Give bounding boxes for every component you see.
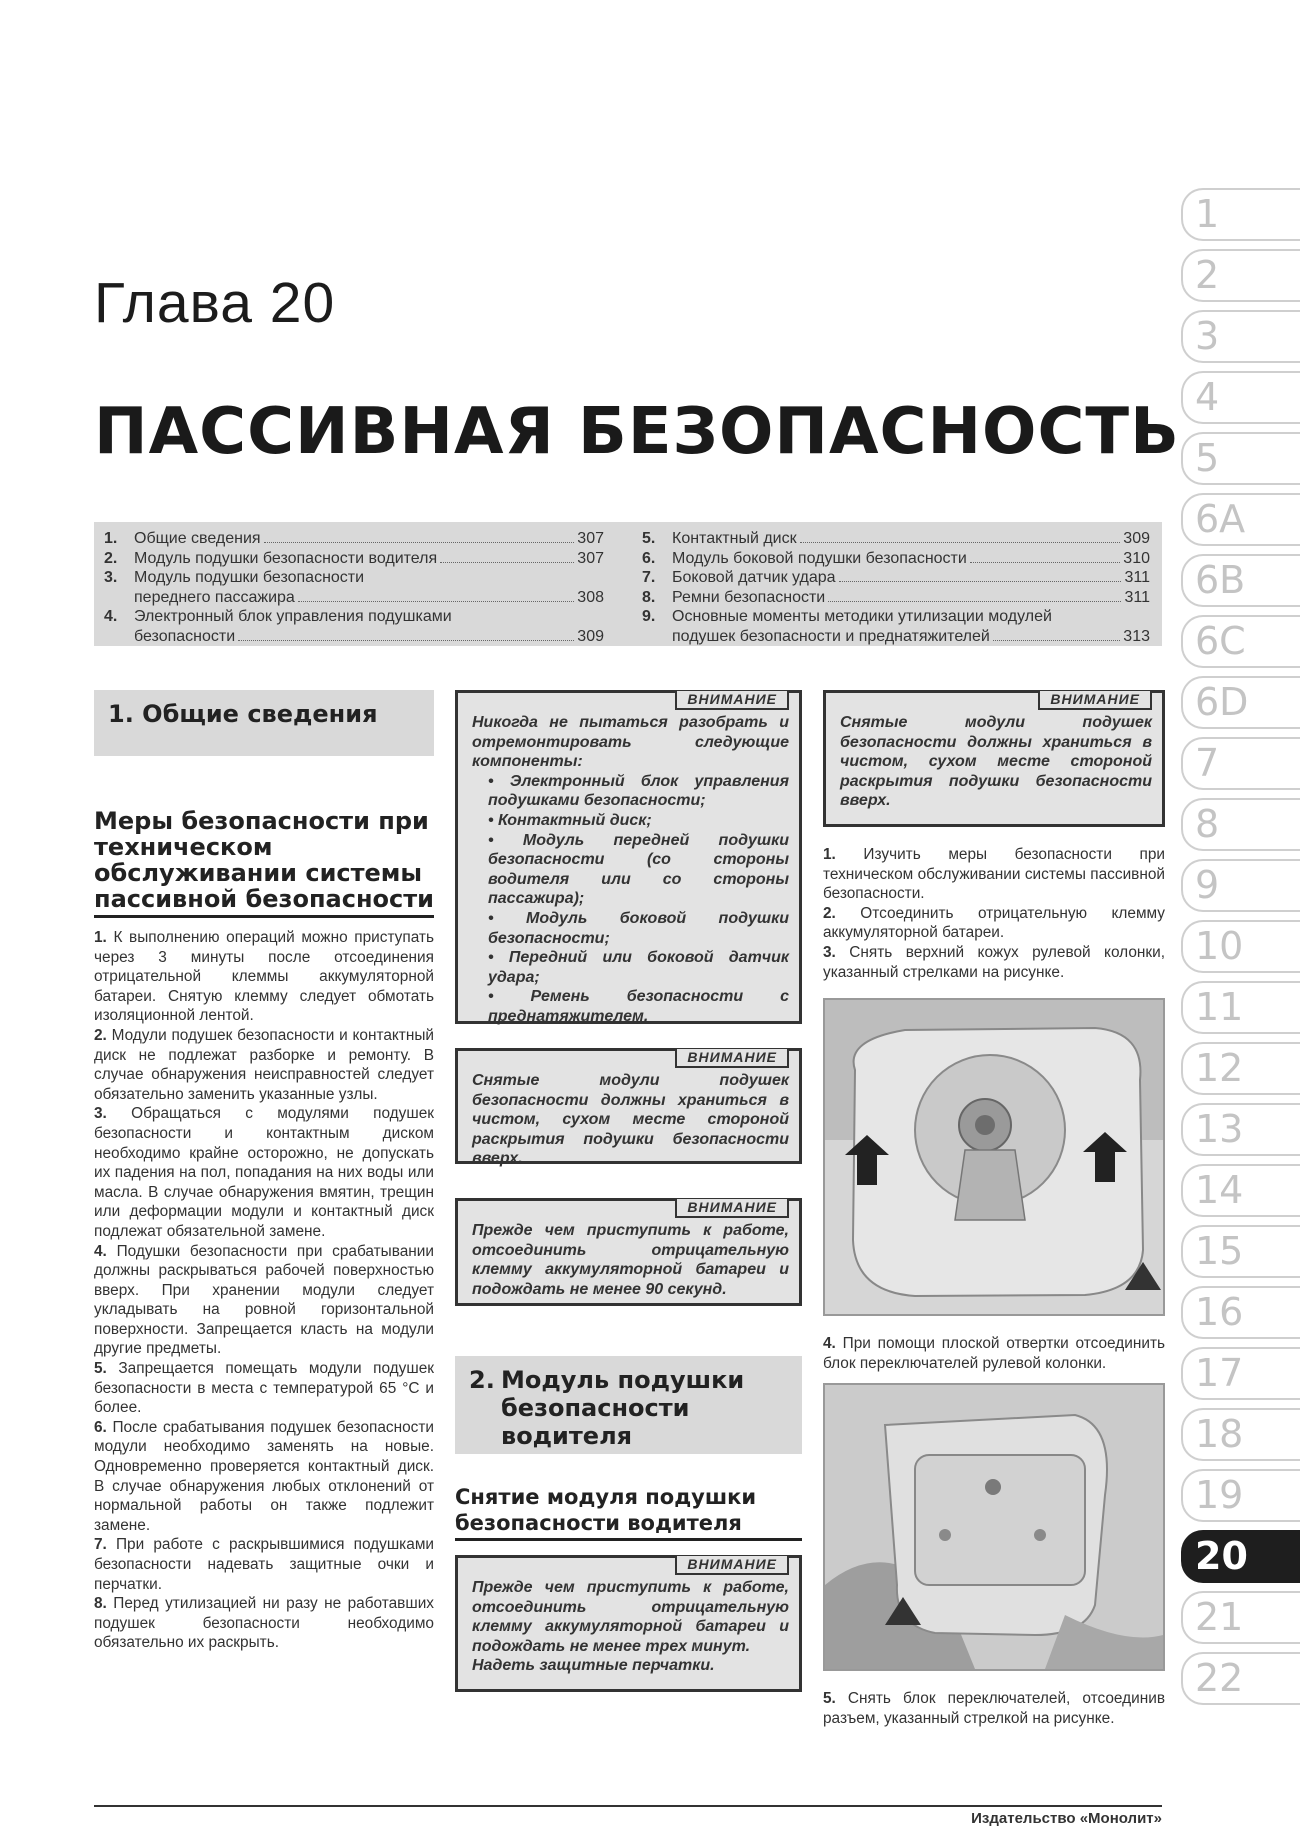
chapter-tab-10[interactable]: 10	[1181, 920, 1300, 973]
toc-entry-label: Боковой датчик удара	[672, 569, 836, 586]
toc-entry-line	[134, 588, 604, 608]
warning-1-item: • Передний или боковой датчик удара;	[488, 949, 789, 986]
chapter-tab-9[interactable]: 9	[1181, 859, 1300, 912]
paragraph-text: При работе с раскрывшимися подушками безопасности надевать защитные очки и перчатки.	[94, 1536, 434, 1593]
chapter-label: Глава 20	[94, 271, 336, 335]
step-text: Снять блок переключателей, отсоединив разъем, указанный стрелкой на рисунке.	[823, 1690, 1165, 1727]
paragraph-text: Модули подушек безопасности и контактный диск не подлежат разборке и ремонту. В случае обнаружения неисправностей следует обязательно заменить указанные узлы.	[94, 1026, 434, 1103]
chapter-tab-22[interactable]: 22	[1181, 1652, 1300, 1705]
step-5	[823, 1689, 1165, 1728]
toc-entry-number: 1.	[104, 530, 118, 547]
paragraph-text: Подушки безопасности при срабатывании должны раскрываться рабочей поверхностью вверх. При хранении модули следует укладывать на ровной горизонтальной поверхности. Запрещается класть на модули другие предметы.	[94, 1242, 434, 1358]
toc-entry-line	[672, 549, 1150, 569]
step-text: Снять верхний кожух рулевой колонки, указанный стрелками на рисунке.	[823, 943, 1165, 981]
chapter-tab-5[interactable]: 5	[1181, 432, 1300, 485]
warning-box-col3	[823, 690, 1165, 827]
step-number: 3.	[823, 943, 836, 961]
steps-1-3	[823, 845, 1165, 982]
step-number: 1.	[823, 846, 836, 863]
chapter-tab-6d[interactable]: 6D	[1181, 676, 1300, 729]
warning-badge: ВНИМАНИЕ	[675, 691, 789, 710]
step-number: 5.	[823, 1690, 836, 1708]
toc-page-number: 311	[1124, 588, 1150, 606]
toc-leader-dots	[839, 581, 1122, 582]
chapter-tab-21[interactable]: 21	[1181, 1591, 1300, 1644]
safety-measures-heading: Меры безопасности при техническом обслуживании системы пассивной безопасности	[94, 808, 434, 918]
warning-box-3	[455, 1198, 802, 1306]
chapter-tab-1[interactable]: 1	[1181, 188, 1300, 241]
warning-1-item: • Модуль передней подушки безопасности (со стороны водителя или со стороны пассажира);	[488, 831, 789, 908]
toc-page-number: 311	[1124, 569, 1150, 586]
toc-entry	[104, 549, 604, 569]
toc-entry-label: Электронный блок управления подушками	[134, 608, 452, 625]
toc-leader-dots	[238, 640, 574, 641]
paragraph-number: 1.	[94, 929, 107, 946]
toc-entry-label: безопасности	[134, 627, 236, 645]
procedure-step	[823, 1334, 1165, 1373]
warning-badge: ВНИМАНИЕ	[1038, 691, 1152, 710]
toc-entry	[104, 529, 604, 549]
toc-page-number: 308	[577, 588, 604, 606]
chapter-tab-19[interactable]: 19	[1181, 1469, 1300, 1522]
toc-entry-line	[134, 568, 604, 588]
warning-box-2	[455, 1048, 802, 1168]
warning-box-4	[455, 1555, 802, 1692]
toc-entry-text	[134, 607, 604, 646]
safety-paragraph	[94, 1359, 434, 1418]
toc-entry-number: 4.	[104, 608, 118, 625]
toc-entry-number: 8.	[642, 588, 656, 606]
step-text: Отсоединить отрицательную клемму аккумуляторной батареи.	[823, 904, 1165, 942]
safety-paragraph	[94, 1104, 434, 1241]
toc-right-column	[642, 529, 1150, 646]
step-4	[823, 1334, 1165, 1373]
toc-entry-number: 5.	[642, 530, 656, 547]
safety-paragraph	[94, 1242, 434, 1360]
publisher-footer: Издательство «Монолит»	[971, 1810, 1162, 1827]
section-2-header	[455, 1356, 802, 1454]
toc-entry-text	[672, 588, 1150, 608]
step-text: Изучить меры безопасности при техническом обслуживании системы пассивной безопасности.	[823, 846, 1166, 903]
procedure-step	[823, 1689, 1165, 1728]
toc-entry	[104, 607, 604, 646]
chapter-tab-6c[interactable]: 6C	[1181, 615, 1300, 668]
toc-page-number: 309	[577, 627, 604, 645]
warning-4-extra: Надеть защитные перчатки.	[472, 1657, 715, 1675]
warning-2-text: Снятые модули подушек безопасности должны храниться в чистом, сухом месте стороной раскрытия подушки безопасности вверх.	[472, 1072, 789, 1168]
chapter-tab-13[interactable]: 13	[1181, 1103, 1300, 1156]
paragraph-number: 2.	[94, 1026, 107, 1044]
chapter-tab-6a[interactable]: 6A	[1181, 493, 1300, 546]
chapter-title: ПАССИВНАЯ БЕЗОПАСНОСТЬ	[94, 395, 1180, 469]
toc-entry-label: Контактный диск	[672, 530, 797, 547]
toc-entry	[642, 588, 1150, 608]
procedure-step	[823, 845, 1165, 904]
chapter-tab-11[interactable]: 11	[1181, 981, 1300, 1034]
chapter-tab-16[interactable]: 16	[1181, 1286, 1300, 1339]
paragraph-text: Перед утилизацией ни разу не работавших подушек безопасности необходимо обязательно их раскрыть.	[94, 1595, 434, 1652]
toc-leader-dots	[828, 601, 1121, 602]
chapter-tab-4[interactable]: 4	[1181, 371, 1300, 424]
toc-entry-label: Общие сведения	[134, 530, 261, 547]
column-1	[94, 690, 434, 1653]
warning-1-item: • Ремень безопасности с преднатяжителем.	[488, 988, 789, 1025]
toc-entry-line	[134, 607, 604, 627]
steering-column-photo	[823, 998, 1165, 1316]
step-number: 2.	[823, 904, 836, 922]
toc-entry-number: 2.	[104, 549, 118, 567]
toc-entry	[642, 607, 1150, 646]
warning-1-item: • Модуль боковой подушки безопасности;	[488, 909, 789, 947]
switch-block-photo	[823, 1383, 1165, 1671]
toc-entry-text	[672, 568, 1150, 588]
section-2-number: 2.	[469, 1366, 495, 1394]
safety-paragraph	[94, 928, 434, 1026]
toc-leader-dots	[800, 542, 1121, 543]
section-2-title: Модуль подушки безопасности водителя	[501, 1366, 745, 1450]
safety-paragraph	[94, 1594, 434, 1653]
paragraph-number: 6.	[94, 1418, 107, 1436]
chapter-tab-15[interactable]: 15	[1181, 1225, 1300, 1278]
toc-entry-text	[134, 529, 604, 549]
paragraph-text: К выполнению операций можно приступать через 3 минуты после отсоединения отрицательной клеммы аккумуляторной батареи. Снятую клемму следует обмотать изоляционной лентой.	[94, 929, 435, 1025]
toc-leader-dots	[440, 562, 574, 563]
toc-entry-number: 9.	[642, 608, 656, 625]
warning-4-text: Прежде чем приступить к работе, отсоединить отрицательную клемму аккумуляторной батареи и подождать не менее трех минут.	[472, 1579, 789, 1655]
toc-entry	[104, 568, 604, 607]
toc-page-number: 307	[577, 549, 604, 567]
table-of-contents	[94, 522, 1162, 646]
toc-leader-dots	[993, 640, 1120, 641]
chapter-tab-14[interactable]: 14	[1181, 1164, 1300, 1217]
chapter-tab-18[interactable]: 18	[1181, 1408, 1300, 1461]
toc-entry-line	[134, 529, 604, 549]
safety-paragraph	[94, 1535, 434, 1594]
toc-entry-text	[134, 568, 604, 607]
warning-1-intro: Никогда не пытаться разобрать и отремонтировать следующие компоненты:	[472, 714, 789, 771]
safety-paragraph	[94, 1418, 434, 1536]
warning-1-item: • Контактный диск;	[488, 811, 652, 829]
footer-rule	[94, 1805, 1162, 1807]
toc-page-number: 307	[577, 530, 604, 547]
toc-entry-number: 7.	[642, 569, 656, 586]
toc-left-column	[104, 529, 604, 646]
warning-badge: ВНИМАНИЕ	[675, 1199, 789, 1218]
toc-leader-dots	[298, 601, 574, 602]
toc-entry-number: 6.	[642, 549, 656, 567]
chapter-tab-6b[interactable]: 6B	[1181, 554, 1300, 607]
paragraph-number: 8.	[94, 1595, 107, 1613]
toc-entry-label: Модуль боковой подушки безопасности	[672, 549, 967, 567]
toc-leader-dots	[970, 562, 1120, 563]
chapter-tab-17[interactable]: 17	[1181, 1347, 1300, 1400]
chapter-tab-20[interactable]: 20	[1181, 1530, 1300, 1583]
step-number: 4.	[823, 1335, 836, 1353]
driver-airbag-removal-heading: Снятие модуля подушки безопасности водителя	[455, 1484, 802, 1541]
chapter-tabs	[1181, 188, 1300, 1713]
toc-entry-label: Ремни безопасности	[672, 588, 826, 606]
toc-entry-text	[134, 549, 604, 569]
toc-entry-line	[672, 568, 1150, 588]
toc-page-number: 309	[1123, 530, 1150, 547]
paragraph-number: 4.	[94, 1242, 107, 1260]
toc-entry-line	[134, 627, 604, 647]
paragraph-number: 7.	[94, 1536, 107, 1554]
paragraph-text: После срабатывания подушек безопасности модули необходимо заменять на новые. Одновременно проверяется контактный диск. В случае обнаружения любых отклонений от нормальной работы он также подлежит замене.	[94, 1418, 434, 1534]
chapter-tab-12[interactable]: 12	[1181, 1042, 1300, 1095]
toc-page-number: 313	[1123, 627, 1150, 645]
toc-entry-label: Модуль подушки безопасности	[134, 569, 365, 586]
safety-paragraph	[94, 1026, 434, 1104]
chapter-tab-3[interactable]: 3	[1181, 310, 1300, 363]
toc-entry-line	[672, 529, 1150, 549]
switch-block-illustration	[825, 1385, 1163, 1669]
toc-entry	[642, 549, 1150, 569]
chapter-tab-7[interactable]: 7	[1181, 737, 1300, 790]
toc-entry-text	[672, 529, 1150, 549]
toc-entry-number: 3.	[104, 569, 118, 586]
procedure-step	[823, 943, 1165, 982]
toc-entry	[642, 568, 1150, 588]
safety-paragraphs	[94, 928, 434, 1653]
warning-badge: ВНИМАНИЕ	[675, 1556, 789, 1575]
column-2	[455, 690, 802, 1692]
warning-badge: ВНИМАНИЕ	[675, 1049, 789, 1068]
paragraph-number: 5.	[94, 1360, 107, 1378]
toc-entry-line	[672, 607, 1150, 627]
toc-entry-label: Основные моменты методики утилизации модулей	[672, 608, 1052, 625]
toc-page-number: 310	[1123, 549, 1150, 567]
toc-entry-label: переднего пассажира	[134, 588, 295, 606]
column-3	[823, 690, 1165, 1729]
steering-column-illustration	[825, 1000, 1163, 1314]
toc-entry-label: Модуль подушки безопасности водителя	[134, 549, 438, 567]
paragraph-number: 3.	[94, 1105, 107, 1123]
warning-box-1	[455, 690, 802, 1024]
toc-entry-text	[672, 549, 1150, 569]
toc-entry-label: подушек безопасности и преднатяжителей	[672, 627, 990, 645]
toc-leader-dots	[264, 542, 575, 543]
warning-1-item: • Электронный блок управления подушками безопасности;	[488, 772, 789, 810]
paragraph-text: Обращаться с модулями подушек безопасности и контактным диском необходимо крайне осторожно, не допускать их падения на пол, попадания на них воды или масла. В случае обнаружения вмятин, трещин или деформации модули и контактный диск подлежат обязательной замене.	[94, 1105, 434, 1240]
procedure-step	[823, 904, 1165, 943]
toc-entry-line	[672, 627, 1150, 647]
section-1-header: 1. Общие сведения	[94, 690, 434, 756]
toc-entry-line	[134, 549, 604, 569]
warning-col3-text: Снятые модули подушек безопасности должны храниться в чистом, сухом месте стороной раскрытия подушки безопасности вверх.	[840, 714, 1152, 810]
chapter-tab-2[interactable]: 2	[1181, 249, 1300, 302]
toc-entry-line	[672, 588, 1150, 608]
chapter-tab-8[interactable]: 8	[1181, 798, 1300, 851]
step-text: При помощи плоской отвертки отсоединить блок переключателей рулевой колонки.	[823, 1335, 1166, 1372]
toc-entry	[642, 529, 1150, 549]
warning-3-text: Прежде чем приступить к работе, отсоединить отрицательную клемму аккумуляторной батареи и подождать не менее 90 секунд.	[472, 1222, 789, 1298]
paragraph-text: Запрещается помещать модули подушек безопасности в места с температурой 65 °С и более.	[94, 1360, 434, 1417]
toc-entry-text	[672, 607, 1150, 646]
